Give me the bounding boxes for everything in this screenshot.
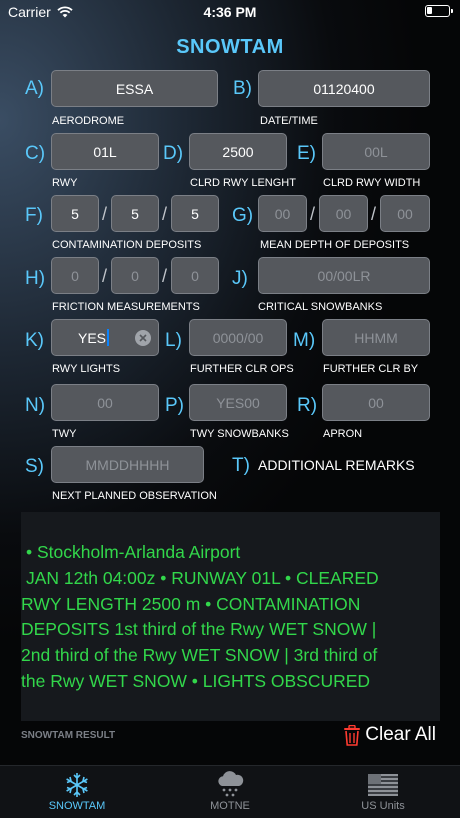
- field-h-letter: H): [25, 268, 46, 289]
- page-title: SNOWTAM: [176, 36, 284, 58]
- rwy-label: RWY: [52, 177, 78, 189]
- further-clr-ops-label: FURTHER CLR OPS: [190, 363, 294, 375]
- twy-label: TWY: [52, 428, 77, 440]
- clrd-rwy-length-label: CLRD RWY LENGHT: [190, 177, 296, 189]
- status-time: 4:36 PM: [203, 4, 257, 20]
- further-clr-by-input[interactable]: HHMM: [322, 319, 430, 356]
- friction-1-input[interactable]: 0: [51, 257, 99, 294]
- tab-bar: [0, 765, 460, 818]
- field-a-letter: A): [25, 78, 44, 99]
- date-time-input[interactable]: 01120400: [258, 70, 430, 107]
- twy-snowbanks-input[interactable]: YES00: [189, 384, 287, 421]
- mean-depth-1-input[interactable]: 00: [258, 195, 307, 232]
- result-line: DEPOSITS 1st third of the Rwy WET SNOW |: [21, 619, 377, 640]
- field-e-letter: E): [297, 143, 316, 164]
- clrd-rwy-width-label: CLRD RWY WIDTH: [323, 177, 421, 189]
- us-flag-icon: [368, 774, 398, 796]
- clrd-rwy-width-input[interactable]: 00L: [322, 133, 430, 170]
- friction-2-input[interactable]: 0: [111, 257, 159, 294]
- tab-snowtam-label: SNOWTAM: [48, 800, 106, 812]
- critical-snowbanks-input[interactable]: 00/00LR: [258, 257, 430, 294]
- next-observation-label: NEXT PLANNED OBSERVATION: [52, 490, 217, 502]
- clear-all-label: Clear All: [365, 724, 436, 745]
- slash: /: [371, 204, 377, 224]
- status-bar: [0, 0, 460, 24]
- contamination-1-input[interactable]: 5: [51, 195, 99, 232]
- further-clr-ops-input[interactable]: 0000/00: [189, 319, 287, 356]
- trash-icon: [343, 725, 361, 746]
- field-b-letter: B): [233, 78, 252, 99]
- rwy-input[interactable]: 01L: [51, 133, 159, 170]
- result-line: RWY LENGTH 2500 m • CONTAMINATION: [21, 593, 361, 614]
- field-j-letter: J): [232, 268, 248, 289]
- result-line: 2nd third of the Rwy WET SNOW | 3rd third of: [21, 645, 378, 666]
- field-d-letter: D): [163, 143, 184, 164]
- rwy-lights-value: YES: [78, 329, 107, 346]
- contamination-label: CONTAMINATION DEPOSITS: [52, 239, 202, 251]
- aerodrome-label: AERODROME: [52, 115, 125, 127]
- field-n-letter: N): [25, 395, 46, 416]
- twy-snowbanks-label: TWY SNOWBANKS: [190, 428, 289, 440]
- twy-input[interactable]: 00: [51, 384, 159, 421]
- additional-remarks-button[interactable]: ADDITIONAL REMARKS: [258, 457, 415, 473]
- slash: /: [310, 204, 316, 224]
- friction-label: FRICTION MEASUREMENTS: [52, 301, 200, 313]
- contamination-3-input[interactable]: 5: [171, 195, 219, 232]
- aerodrome-input[interactable]: ESSA: [51, 70, 218, 107]
- slash: /: [162, 204, 168, 224]
- text-cursor: [107, 329, 109, 346]
- clear-text-icon[interactable]: [135, 330, 151, 346]
- rwy-lights-input[interactable]: [51, 319, 159, 356]
- apron-label: APRON: [323, 428, 363, 440]
- tab-us-units[interactable]: [323, 770, 443, 812]
- field-f-letter: F): [25, 205, 43, 226]
- snowflake-icon: [63, 771, 91, 799]
- snowtam-result: [21, 512, 440, 721]
- mean-depth-2-input[interactable]: 00: [319, 195, 368, 232]
- field-k-letter: K): [25, 330, 44, 351]
- result-line: JAN 12th 04:00z • RUNWAY 01L • CLEARED: [26, 567, 379, 588]
- battery-icon: [425, 5, 450, 17]
- apron-input[interactable]: 00: [322, 384, 430, 421]
- snow-cloud-icon: [215, 771, 245, 799]
- mean-depth-3-input[interactable]: 00: [380, 195, 430, 232]
- slash: /: [102, 266, 108, 286]
- tab-motne-label: MOTNE: [210, 800, 250, 812]
- field-p-letter: P): [165, 395, 184, 416]
- field-g-letter: G): [232, 205, 254, 226]
- field-m-letter: M): [293, 330, 316, 351]
- clrd-rwy-length-input[interactable]: 2500: [189, 133, 287, 170]
- contamination-2-input[interactable]: 5: [111, 195, 159, 232]
- result-line: • Stockholm-Arlanda Airport: [26, 542, 241, 562]
- rwy-lights-label: RWY LIGHTS: [52, 363, 121, 375]
- slash: /: [162, 266, 168, 286]
- field-c-letter: C): [25, 143, 46, 164]
- further-clr-by-label: FURTHER CLR BY: [323, 363, 419, 375]
- slash: /: [102, 204, 108, 224]
- carrier-label: Carrier: [8, 4, 51, 20]
- friction-3-input[interactable]: 0: [171, 257, 219, 294]
- next-observation-input[interactable]: MMDDHHHH: [51, 446, 204, 483]
- snowtam-result-label: SNOWTAM RESULT: [21, 730, 116, 741]
- field-r-letter: R): [297, 395, 318, 416]
- field-s-letter: S): [25, 456, 44, 477]
- field-l-letter: L): [165, 330, 182, 351]
- date-time-label: DATE/TIME: [260, 115, 318, 127]
- result-line: the Rwy WET SNOW • LIGHTS OBSCURED: [21, 670, 371, 691]
- clear-all-button[interactable]: [343, 724, 436, 746]
- mean-depth-label: MEAN DEPTH OF DEPOSITS: [260, 239, 410, 251]
- tab-us-units-label: US Units: [361, 800, 405, 812]
- tab-motne[interactable]: [170, 770, 290, 812]
- tab-snowtam[interactable]: [17, 770, 137, 812]
- field-t-letter: T): [232, 455, 250, 476]
- critical-snowbanks-label: CRITICAL SNOWBANKS: [258, 301, 383, 313]
